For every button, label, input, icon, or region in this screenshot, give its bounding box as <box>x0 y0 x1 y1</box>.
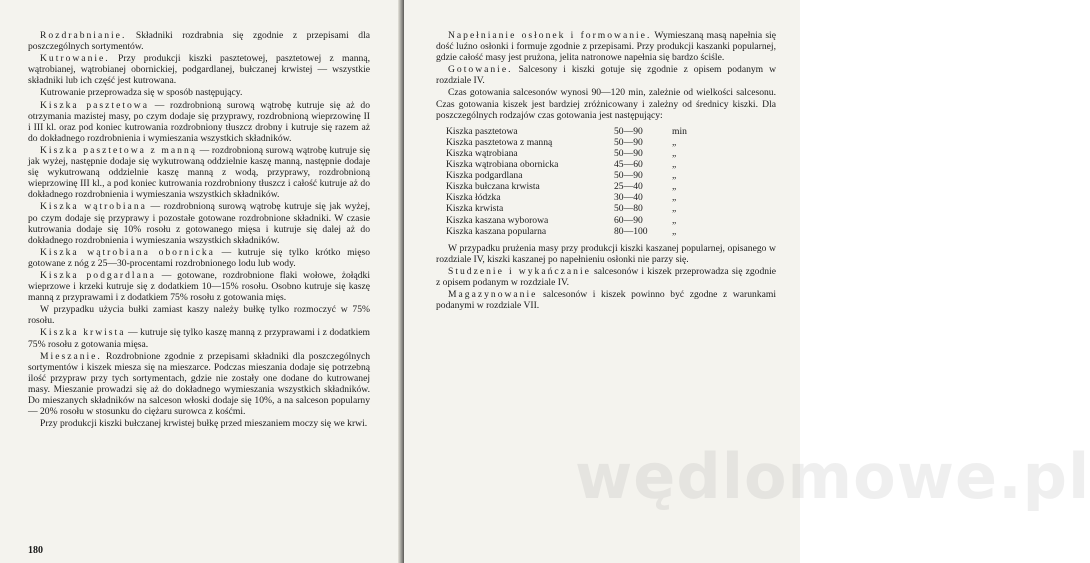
paragraph-heading: Kiszka podgardlana <box>40 269 156 281</box>
paragraph-heading: Studzenie i wykańczanie <box>448 265 591 277</box>
paragraph-text: salcesonów i kiszek powinno być zgodne z warunkami podanymi w rozdziale VII. <box>436 289 776 312</box>
cooking-time: 50—90 <box>614 147 643 159</box>
sausage-name: Kiszka wątrobiana <box>446 147 518 159</box>
paragraph <box>436 64 776 86</box>
paragraph <box>28 87 370 98</box>
paragraph <box>436 30 776 63</box>
sausage-name: Kiszka wątrobiana obornicka <box>446 159 559 171</box>
paragraph <box>28 270 370 303</box>
paragraph-heading: Kiszka krwista <box>40 327 126 339</box>
paragraph-heading: Gotowanie. <box>448 64 513 76</box>
paragraph-heading: Magazynowanie <box>448 289 538 301</box>
cooking-time: 30—40 <box>614 192 643 204</box>
paragraph <box>28 304 370 326</box>
paragraph <box>28 53 370 86</box>
paragraph-text: salcesonów i kiszek przeprowadza się zgodnie z opisem podanym w rozdziale IV. <box>436 265 776 288</box>
paragraph-heading: Kutrowanie. <box>40 53 110 65</box>
paragraph-heading: Kiszka pasztetowa z manną <box>40 144 197 156</box>
paragraph <box>28 145 370 200</box>
paragraph <box>28 100 370 144</box>
paragraph-text: — rozdrobnioną surową wątrobę kutruje się jak wyżej, po czym dodaje się przyprawy i pozostałe gotowane rozdrobnione składniki. W czasie kutrowania dodaje się 10% rosołu z gotowanego mięsa i kutruje się dalej aż do dokładnego rozdrobnienia i wymieszania wszystkich składników. <box>28 201 370 246</box>
paragraph <box>28 247 370 269</box>
paragraph <box>436 87 776 120</box>
paragraph-text: — kutruje się tylko kaszę manną z przyprawami i z dodatkiem 75% rosołu z gotowania mięsa. <box>28 327 370 350</box>
sausage-name: Kiszka pasztetowa z manną <box>446 136 553 148</box>
cooking-time: 45—60 <box>614 159 643 171</box>
table-row <box>446 226 702 237</box>
cooking-time: 50—80 <box>614 203 643 215</box>
paragraph <box>436 243 776 265</box>
table-row <box>446 203 702 214</box>
paragraph-text: Czas gotowania salcesonów wynosi 90—120 min, zależnie od wielkości salcesonu. Czas gotowania kiszek jest bardziej zróżnicowany i zależny od średnicy kiszki. Dla poszczególnych rodzajów czas gotowania jest następujący: <box>436 87 776 121</box>
time-unit: „ <box>672 214 677 226</box>
time-unit: „ <box>672 136 677 148</box>
cooking-time: 50—90 <box>614 125 643 137</box>
paragraph-heading: Mieszanie. <box>40 350 102 362</box>
time-unit: „ <box>672 170 677 182</box>
cooking-time: 50—90 <box>614 136 643 148</box>
paragraph-text: Wymieszaną masą napełnia się dość luźno osłonki i formuje zgodnie z przepisami. Przy produkcji kaszanki popularnej, gdzie całość masy jest prużona, jelita natronowe napełnia się bardzo ściśle. <box>436 30 776 64</box>
paragraph <box>436 266 776 288</box>
right-text-column <box>436 30 776 312</box>
paragraph-text: Rozdrobnione zgodnie z przepisami składniki dla poszczególnych sortymentów i kiszek miesza się na mieszarce. Podczas mieszania dodaje się potrzebną ilość przypraw przy tych sortymentach, gdzie nie zostały one dodane do kutrowanej masy. Mieszanie prowadzi się aż do dokładnego wymieszania wszystkich składników. Do mieszanych składników na salceson włoski dodaje się 10%, a na salceson popularny — 20% rosołu w stosunku do ciężaru surowca z kośćmi. <box>28 350 370 418</box>
time-unit: min <box>672 125 687 137</box>
table-row <box>446 181 702 192</box>
right-paragraphs-bottom <box>436 243 776 312</box>
paragraph <box>28 418 370 429</box>
paragraph-text: Kutrowanie przeprowadza się w sposób następujący. <box>40 87 243 99</box>
paragraph <box>436 289 776 311</box>
table-row <box>446 148 702 159</box>
paragraph-text: — gotowane, rozdrobnione flaki wołowe, żołądki wieprzowe i krzeki kutruje się z dodatkiem 10—15% rosołu. Osobno kutruje się kaszę manną z przyprawami i z dodatkiem 75% rosołu z gotowania mięs. <box>28 269 370 304</box>
right-paragraphs-top <box>436 30 776 121</box>
cooking-times-table <box>446 126 702 237</box>
sausage-name: Kiszka podgardlana <box>446 170 523 182</box>
table-row <box>446 159 702 170</box>
table-row <box>446 215 702 226</box>
time-unit: „ <box>672 147 677 159</box>
paragraph-text: — rozdrobnioną surową wątrobę kutruje się jak wyżej, następnie dodaje się wykutrowaną oddzielnie kaszę manną, następnie dodaje się wykutrowaną oddzielnie kaszę manną z wodą, przyprawy, rozdrobnioną wieprzowinę III kl., a pod koniec kutrowania rozdrobniony tłuszcz i całość kutruje aż do dokładnego rozdrobnienia i wymieszania wszystkich składników. <box>28 144 370 201</box>
paragraph-heading: Napełnianie osłonek i formowanie. <box>448 30 652 41</box>
sausage-name: Kiszka krwista <box>446 203 504 215</box>
cooking-time: 25—40 <box>614 181 643 193</box>
page-number: 180 <box>28 545 43 556</box>
paragraph <box>28 351 370 418</box>
paragraph-text: Przy produkcji kiszki pasztetowej, pasztetowej z manną, wątrobianej, wątrobianej obornickiej, podgardlanej, bułczanej krwistej — wszystkie składniki lub ich część jest kutrowana. <box>28 53 370 87</box>
sausage-name: Kiszka łódzka <box>446 192 501 204</box>
paragraph-heading: Kiszka pasztetowa <box>40 99 149 111</box>
paragraph-text: — rozdrobnioną surową wątrobę kutruje się aż do otrzymania mazistej masy, po czym dodaje się przyprawy, rozdrobnioną wieprzowinę II i III kl. oraz pod koniec kutrowania rozdrobniony tłuszcz drobny i kutruje się razem aż do dokładnego rozdrobnienia i wymieszania wszystkich składników. <box>28 99 370 144</box>
paragraph-text: Składniki rozdrabnia się zgodnie z przepisami dla poszczególnych sortymentów. <box>28 30 370 53</box>
watermark: wędlomowe.pl <box>575 440 1090 513</box>
cooking-time: 50—90 <box>614 170 643 182</box>
paragraph-text: — kutruje się tylko krótko mięso gotowane z nóg z 25—30-procentami rozdrobnionego lodu lub wody. <box>28 246 370 269</box>
paragraph <box>28 327 370 349</box>
time-unit: „ <box>672 159 677 171</box>
table-row <box>446 137 702 148</box>
paragraph-text: Przy produkcji kiszki bułczanej krwistej bułkę przed mieszaniem moczy się we krwi. <box>40 418 368 430</box>
sausage-name: Kiszka bułczana krwista <box>446 181 540 193</box>
sausage-name: Kiszka kaszana wyborowa <box>446 214 549 226</box>
table-row <box>446 192 702 203</box>
time-unit: „ <box>672 181 677 193</box>
sausage-name: Kiszka kaszana popularna <box>446 225 547 237</box>
paragraph <box>28 30 370 52</box>
sausage-name: Kiszka pasztetowa <box>446 125 518 137</box>
left-text-column <box>28 30 370 430</box>
table-row <box>446 126 702 137</box>
cooking-time: 60—90 <box>614 214 643 226</box>
paragraph <box>28 201 370 245</box>
left-page <box>0 0 404 563</box>
time-unit: „ <box>672 203 677 215</box>
paragraph-text: Salcesony i kiszki gotuje się zgodnie z opisem podanym w rozdziale IV. <box>436 64 776 87</box>
paragraph-text: W przypadku prużenia masy przy produkcji kiszki kaszanej popularnej, opisanego w rozdziale IV, kiszki kaszanej po napełnieniu osłonki nie parzy się. <box>436 242 776 265</box>
table-row <box>446 170 702 181</box>
paragraph-heading: Rozdrabnianie. <box>40 30 127 41</box>
paragraph-text: W przypadku użycia bułki zamiast kaszy należy bułkę tylko rozmoczyć w 75% rosołu. <box>28 304 370 327</box>
time-unit: „ <box>672 225 677 237</box>
paragraph-heading: Kiszka wątrobiana <box>40 201 147 213</box>
cooking-time: 80—100 <box>614 225 648 237</box>
paragraph-heading: Kiszka wątrobiana obornicka <box>40 246 215 258</box>
time-unit: „ <box>672 192 677 204</box>
